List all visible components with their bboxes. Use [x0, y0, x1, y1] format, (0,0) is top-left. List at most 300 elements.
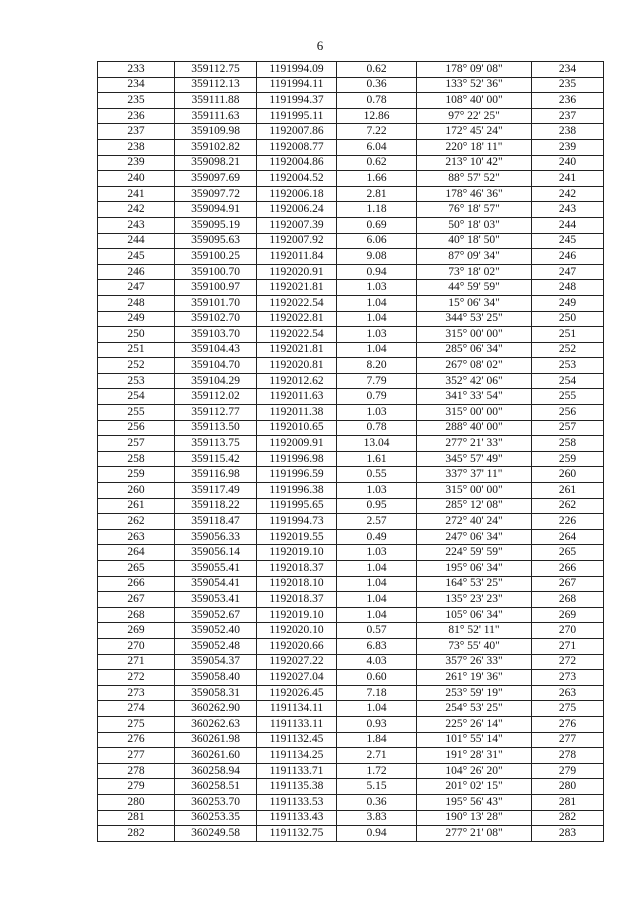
table-row: [98, 202, 604, 218]
distance-cell: 1.66: [337, 171, 417, 187]
bearing-cell: 44° 59' 59": [417, 280, 532, 296]
table-row: [98, 77, 604, 93]
distance-cell: 7.22: [337, 124, 417, 140]
table-row: [98, 716, 604, 732]
point-number-cell: 252: [98, 358, 175, 374]
x-coordinate-cell: 359111.63: [175, 108, 257, 124]
next-point-cell: 275: [532, 701, 604, 717]
bearing-cell: 352° 42' 06": [417, 373, 532, 389]
y-coordinate-cell: 1192008.77: [257, 139, 337, 155]
next-point-cell: 242: [532, 186, 604, 202]
table-row: [98, 420, 604, 436]
point-number-cell: 269: [98, 623, 175, 639]
x-coordinate-cell: 359095.63: [175, 233, 257, 249]
distance-cell: 9.08: [337, 249, 417, 265]
x-coordinate-cell: 359112.77: [175, 405, 257, 421]
table-row: [98, 280, 604, 296]
distance-cell: 0.78: [337, 420, 417, 436]
table-row: [98, 701, 604, 717]
next-point-cell: 258: [532, 436, 604, 452]
next-point-cell: 254: [532, 373, 604, 389]
point-number-cell: 247: [98, 280, 175, 296]
x-coordinate-cell: 360258.51: [175, 779, 257, 795]
next-point-cell: 269: [532, 607, 604, 623]
bearing-cell: 315° 00' 00": [417, 483, 532, 499]
next-point-cell: 277: [532, 732, 604, 748]
bearing-cell: 285° 12' 08": [417, 498, 532, 514]
x-coordinate-cell: 359112.13: [175, 77, 257, 93]
table-row: [98, 62, 604, 78]
next-point-cell: 240: [532, 155, 604, 171]
next-point-cell: 264: [532, 529, 604, 545]
next-point-cell: 236: [532, 93, 604, 109]
y-coordinate-cell: 1191133.53: [257, 794, 337, 810]
distance-cell: 7.18: [337, 685, 417, 701]
bearing-cell: 285° 06' 34": [417, 342, 532, 358]
point-number-cell: 258: [98, 451, 175, 467]
point-number-cell: 260: [98, 483, 175, 499]
table-row: [98, 93, 604, 109]
next-point-cell: 268: [532, 592, 604, 608]
point-number-cell: 259: [98, 467, 175, 483]
table-row: [98, 748, 604, 764]
x-coordinate-cell: 359102.82: [175, 139, 257, 155]
x-coordinate-cell: 359104.70: [175, 358, 257, 374]
coordinates-table-body: [98, 62, 604, 842]
x-coordinate-cell: 359112.75: [175, 62, 257, 78]
distance-cell: 7.79: [337, 373, 417, 389]
bearing-cell: 108° 40' 00": [417, 93, 532, 109]
y-coordinate-cell: 1192020.10: [257, 623, 337, 639]
bearing-cell: 357° 26' 33": [417, 654, 532, 670]
point-number-cell: 279: [98, 779, 175, 795]
point-number-cell: 263: [98, 529, 175, 545]
next-point-cell: 262: [532, 498, 604, 514]
table-row: [98, 311, 604, 327]
x-coordinate-cell: 359098.21: [175, 155, 257, 171]
distance-cell: 1.04: [337, 592, 417, 608]
x-coordinate-cell: 359052.67: [175, 607, 257, 623]
bearing-cell: 341° 33' 54": [417, 389, 532, 405]
y-coordinate-cell: 1192006.18: [257, 186, 337, 202]
next-point-cell: 234: [532, 62, 604, 78]
x-coordinate-cell: 359053.41: [175, 592, 257, 608]
distance-cell: 0.93: [337, 716, 417, 732]
y-coordinate-cell: 1192009.91: [257, 436, 337, 452]
y-coordinate-cell: 1191995.11: [257, 108, 337, 124]
y-coordinate-cell: 1191134.25: [257, 748, 337, 764]
x-coordinate-cell: 359103.70: [175, 327, 257, 343]
point-number-cell: 281: [98, 810, 175, 826]
table-row: [98, 124, 604, 140]
table-row: [98, 186, 604, 202]
distance-cell: 3.83: [337, 810, 417, 826]
y-coordinate-cell: 1192006.24: [257, 202, 337, 218]
bearing-cell: 337° 37' 11": [417, 467, 532, 483]
distance-cell: 8.20: [337, 358, 417, 374]
point-number-cell: 256: [98, 420, 175, 436]
x-coordinate-cell: 359056.14: [175, 545, 257, 561]
bearing-cell: 213° 10' 42": [417, 155, 532, 171]
point-number-cell: 272: [98, 670, 175, 686]
next-point-cell: 281: [532, 794, 604, 810]
y-coordinate-cell: 1191994.11: [257, 77, 337, 93]
x-coordinate-cell: 359104.29: [175, 373, 257, 389]
point-number-cell: 254: [98, 389, 175, 405]
point-number-cell: 268: [98, 607, 175, 623]
y-coordinate-cell: 1192019.55: [257, 529, 337, 545]
x-coordinate-cell: 359055.41: [175, 561, 257, 577]
next-point-cell: 253: [532, 358, 604, 374]
point-number-cell: 273: [98, 685, 175, 701]
table-row: [98, 358, 604, 374]
y-coordinate-cell: 1191994.73: [257, 514, 337, 530]
x-coordinate-cell: 359109.98: [175, 124, 257, 140]
bearing-cell: 73° 18' 02": [417, 264, 532, 280]
distance-cell: 5.15: [337, 779, 417, 795]
distance-cell: 1.04: [337, 561, 417, 577]
y-coordinate-cell: 1192018.10: [257, 576, 337, 592]
table-row: [98, 233, 604, 249]
point-number-cell: 241: [98, 186, 175, 202]
point-number-cell: 244: [98, 233, 175, 249]
point-number-cell: 282: [98, 826, 175, 842]
x-coordinate-cell: 359118.22: [175, 498, 257, 514]
table-row: [98, 295, 604, 311]
next-point-cell: 272: [532, 654, 604, 670]
x-coordinate-cell: 360258.94: [175, 763, 257, 779]
x-coordinate-cell: 359054.37: [175, 654, 257, 670]
y-coordinate-cell: 1192020.81: [257, 358, 337, 374]
next-point-cell: 282: [532, 810, 604, 826]
point-number-cell: 234: [98, 77, 175, 93]
x-coordinate-cell: 359112.02: [175, 389, 257, 405]
y-coordinate-cell: 1192011.84: [257, 249, 337, 265]
y-coordinate-cell: 1192011.38: [257, 405, 337, 421]
bearing-cell: 191° 28' 31": [417, 748, 532, 764]
y-coordinate-cell: 1191996.59: [257, 467, 337, 483]
point-number-cell: 271: [98, 654, 175, 670]
next-point-cell: 280: [532, 779, 604, 795]
distance-cell: 1.18: [337, 202, 417, 218]
next-point-cell: 226: [532, 514, 604, 530]
x-coordinate-cell: 359100.25: [175, 249, 257, 265]
next-point-cell: 276: [532, 716, 604, 732]
table-row: [98, 108, 604, 124]
table-row: [98, 373, 604, 389]
x-coordinate-cell: 359117.49: [175, 483, 257, 499]
distance-cell: 2.57: [337, 514, 417, 530]
table-row: [98, 139, 604, 155]
point-number-cell: 235: [98, 93, 175, 109]
distance-cell: 0.49: [337, 529, 417, 545]
y-coordinate-cell: 1191133.11: [257, 716, 337, 732]
table-row: [98, 529, 604, 545]
distance-cell: 13.04: [337, 436, 417, 452]
point-number-cell: 251: [98, 342, 175, 358]
x-coordinate-cell: 360261.60: [175, 748, 257, 764]
point-number-cell: 245: [98, 249, 175, 265]
next-point-cell: 252: [532, 342, 604, 358]
y-coordinate-cell: 1192004.52: [257, 171, 337, 187]
next-point-cell: 270: [532, 623, 604, 639]
x-coordinate-cell: 359058.31: [175, 685, 257, 701]
point-number-cell: 270: [98, 638, 175, 654]
x-coordinate-cell: 359052.48: [175, 638, 257, 654]
distance-cell: 0.95: [337, 498, 417, 514]
table-row: [98, 264, 604, 280]
distance-cell: 0.69: [337, 217, 417, 233]
point-number-cell: 233: [98, 62, 175, 78]
next-point-cell: 241: [532, 171, 604, 187]
distance-cell: 1.03: [337, 405, 417, 421]
x-coordinate-cell: 359058.40: [175, 670, 257, 686]
point-number-cell: 262: [98, 514, 175, 530]
next-point-cell: 235: [532, 77, 604, 93]
point-number-cell: 264: [98, 545, 175, 561]
bearing-cell: 40° 18' 50": [417, 233, 532, 249]
table-row: [98, 685, 604, 701]
distance-cell: 0.78: [337, 93, 417, 109]
bearing-cell: 267° 08' 02": [417, 358, 532, 374]
next-point-cell: 247: [532, 264, 604, 280]
next-point-cell: 245: [532, 233, 604, 249]
next-point-cell: 249: [532, 295, 604, 311]
x-coordinate-cell: 359094.91: [175, 202, 257, 218]
y-coordinate-cell: 1192022.54: [257, 295, 337, 311]
point-number-cell: 266: [98, 576, 175, 592]
x-coordinate-cell: 359054.41: [175, 576, 257, 592]
y-coordinate-cell: 1192020.66: [257, 638, 337, 654]
point-number-cell: 250: [98, 327, 175, 343]
next-point-cell: 263: [532, 685, 604, 701]
x-coordinate-cell: 359115.42: [175, 451, 257, 467]
distance-cell: 0.36: [337, 794, 417, 810]
table-row: [98, 498, 604, 514]
y-coordinate-cell: 1192022.54: [257, 327, 337, 343]
table-row: [98, 342, 604, 358]
bearing-cell: 224° 59' 59": [417, 545, 532, 561]
bearing-cell: 261° 19' 36": [417, 670, 532, 686]
table-row: [98, 779, 604, 795]
next-point-cell: 259: [532, 451, 604, 467]
point-number-cell: 274: [98, 701, 175, 717]
next-point-cell: 238: [532, 124, 604, 140]
table-row: [98, 638, 604, 654]
table-row: [98, 576, 604, 592]
x-coordinate-cell: 359056.33: [175, 529, 257, 545]
x-coordinate-cell: 360262.90: [175, 701, 257, 717]
coordinates-table: [97, 61, 604, 842]
y-coordinate-cell: 1191133.71: [257, 763, 337, 779]
bearing-cell: 15° 06' 34": [417, 295, 532, 311]
distance-cell: 1.03: [337, 545, 417, 561]
bearing-cell: 88° 57' 52": [417, 171, 532, 187]
table-row: [98, 561, 604, 577]
table-row: [98, 514, 604, 530]
distance-cell: 1.03: [337, 327, 417, 343]
next-point-cell: 255: [532, 389, 604, 405]
y-coordinate-cell: 1192019.10: [257, 607, 337, 623]
next-point-cell: 283: [532, 826, 604, 842]
distance-cell: 1.04: [337, 295, 417, 311]
point-number-cell: 257: [98, 436, 175, 452]
point-number-cell: 248: [98, 295, 175, 311]
bearing-cell: 172° 45' 24": [417, 124, 532, 140]
table-row: [98, 607, 604, 623]
x-coordinate-cell: 359113.75: [175, 436, 257, 452]
y-coordinate-cell: 1192012.62: [257, 373, 337, 389]
next-point-cell: 257: [532, 420, 604, 436]
table-row: [98, 763, 604, 779]
y-coordinate-cell: 1191995.65: [257, 498, 337, 514]
y-coordinate-cell: 1191132.45: [257, 732, 337, 748]
x-coordinate-cell: 360253.35: [175, 810, 257, 826]
point-number-cell: 276: [98, 732, 175, 748]
distance-cell: 0.79: [337, 389, 417, 405]
bearing-cell: 345° 57' 49": [417, 451, 532, 467]
point-number-cell: 243: [98, 217, 175, 233]
bearing-cell: 254° 53' 25": [417, 701, 532, 717]
y-coordinate-cell: 1192010.65: [257, 420, 337, 436]
bearing-cell: 225° 26' 14": [417, 716, 532, 732]
y-coordinate-cell: 1192022.81: [257, 311, 337, 327]
table-row: [98, 327, 604, 343]
point-number-cell: 242: [98, 202, 175, 218]
distance-cell: 0.62: [337, 62, 417, 78]
point-number-cell: 249: [98, 311, 175, 327]
distance-cell: 1.03: [337, 280, 417, 296]
table-row: [98, 794, 604, 810]
point-number-cell: 237: [98, 124, 175, 140]
x-coordinate-cell: 359102.70: [175, 311, 257, 327]
y-coordinate-cell: 1192007.86: [257, 124, 337, 140]
bearing-cell: 277° 21' 08": [417, 826, 532, 842]
table-row: [98, 467, 604, 483]
table-row: [98, 670, 604, 686]
y-coordinate-cell: 1192027.04: [257, 670, 337, 686]
point-number-cell: 278: [98, 763, 175, 779]
bearing-cell: 105° 06' 34": [417, 607, 532, 623]
point-number-cell: 261: [98, 498, 175, 514]
distance-cell: 0.62: [337, 155, 417, 171]
bearing-cell: 164° 53' 25": [417, 576, 532, 592]
x-coordinate-cell: 359116.98: [175, 467, 257, 483]
bearing-cell: 288° 40' 00": [417, 420, 532, 436]
y-coordinate-cell: 1191133.43: [257, 810, 337, 826]
x-coordinate-cell: 360249.58: [175, 826, 257, 842]
y-coordinate-cell: 1192026.45: [257, 685, 337, 701]
table-row: [98, 545, 604, 561]
y-coordinate-cell: 1192007.39: [257, 217, 337, 233]
point-number-cell: 253: [98, 373, 175, 389]
distance-cell: 1.72: [337, 763, 417, 779]
distance-cell: 2.71: [337, 748, 417, 764]
y-coordinate-cell: 1191994.37: [257, 93, 337, 109]
bearing-cell: 104° 26' 20": [417, 763, 532, 779]
point-number-cell: 240: [98, 171, 175, 187]
table-row: [98, 436, 604, 452]
table-row: [98, 483, 604, 499]
next-point-cell: 239: [532, 139, 604, 155]
next-point-cell: 260: [532, 467, 604, 483]
bearing-cell: 344° 53' 25": [417, 311, 532, 327]
bearing-cell: 272° 40' 24": [417, 514, 532, 530]
x-coordinate-cell: 359113.50: [175, 420, 257, 436]
page-number: 6: [316, 38, 324, 53]
y-coordinate-cell: 1192027.22: [257, 654, 337, 670]
x-coordinate-cell: 359118.47: [175, 514, 257, 530]
next-point-cell: 271: [532, 638, 604, 654]
distance-cell: 6.06: [337, 233, 417, 249]
distance-cell: 2.81: [337, 186, 417, 202]
point-number-cell: 265: [98, 561, 175, 577]
y-coordinate-cell: 1191132.75: [257, 826, 337, 842]
distance-cell: 1.84: [337, 732, 417, 748]
x-coordinate-cell: 360261.98: [175, 732, 257, 748]
next-point-cell: 243: [532, 202, 604, 218]
point-number-cell: 238: [98, 139, 175, 155]
table-row: [98, 732, 604, 748]
bearing-cell: 133° 52' 36": [417, 77, 532, 93]
distance-cell: 0.94: [337, 826, 417, 842]
x-coordinate-cell: 359100.97: [175, 280, 257, 296]
next-point-cell: 246: [532, 249, 604, 265]
distance-cell: 0.36: [337, 77, 417, 93]
next-point-cell: 261: [532, 483, 604, 499]
distance-cell: 1.04: [337, 607, 417, 623]
bearing-cell: 81° 52' 11": [417, 623, 532, 639]
next-point-cell: 250: [532, 311, 604, 327]
point-number-cell: 236: [98, 108, 175, 124]
bearing-cell: 190° 13' 28": [417, 810, 532, 826]
table-row: [98, 389, 604, 405]
point-number-cell: 277: [98, 748, 175, 764]
bearing-cell: 178° 46' 36": [417, 186, 532, 202]
distance-cell: 4.03: [337, 654, 417, 670]
distance-cell: 1.04: [337, 576, 417, 592]
distance-cell: 0.60: [337, 670, 417, 686]
table-row: [98, 592, 604, 608]
bearing-cell: 97° 22' 25": [417, 108, 532, 124]
distance-cell: 0.55: [337, 467, 417, 483]
next-point-cell: 237: [532, 108, 604, 124]
bearing-cell: 73° 55' 40": [417, 638, 532, 654]
distance-cell: 1.04: [337, 342, 417, 358]
y-coordinate-cell: 1192021.81: [257, 342, 337, 358]
bearing-cell: 76° 18' 57": [417, 202, 532, 218]
y-coordinate-cell: 1191135.38: [257, 779, 337, 795]
x-coordinate-cell: 359052.40: [175, 623, 257, 639]
table-row: [98, 826, 604, 842]
point-number-cell: 275: [98, 716, 175, 732]
next-point-cell: 244: [532, 217, 604, 233]
table-row: [98, 217, 604, 233]
point-number-cell: 255: [98, 405, 175, 421]
next-point-cell: 251: [532, 327, 604, 343]
y-coordinate-cell: 1192004.86: [257, 155, 337, 171]
table-row: [98, 171, 604, 187]
next-point-cell: 256: [532, 405, 604, 421]
bearing-cell: 315° 00' 00": [417, 327, 532, 343]
table-row: [98, 810, 604, 826]
distance-cell: 0.94: [337, 264, 417, 280]
point-number-cell: 267: [98, 592, 175, 608]
distance-cell: 6.04: [337, 139, 417, 155]
bearing-cell: 50° 18' 03": [417, 217, 532, 233]
point-number-cell: 239: [98, 155, 175, 171]
x-coordinate-cell: 359095.19: [175, 217, 257, 233]
